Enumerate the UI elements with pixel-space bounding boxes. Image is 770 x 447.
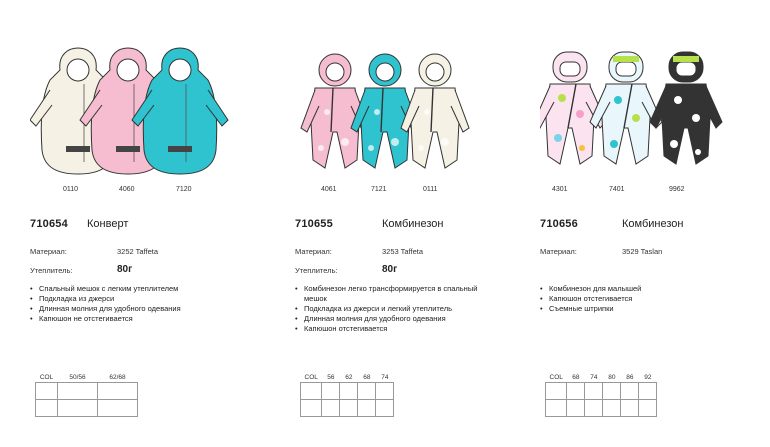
size-header: 62 <box>345 373 353 381</box>
list-item: • Длинная молния для удобного одевания <box>295 314 495 324</box>
size-cell[interactable] <box>639 383 657 400</box>
color-code: 7121 <box>371 186 387 193</box>
size-cell[interactable] <box>322 383 340 400</box>
list-item: • Капюшон не отстегивается <box>30 314 230 324</box>
article-number: 710655 <box>295 218 333 230</box>
list-item: • Капюшон отстегивается <box>540 294 740 304</box>
jumpsuit-illustration <box>295 38 495 183</box>
list-item: • Комбинезон легко трансформируется в спальный мешок <box>295 284 495 304</box>
list-item: • Съемные штрипки <box>540 304 740 314</box>
size-header: 74 <box>590 373 598 381</box>
size-cell[interactable] <box>358 400 376 417</box>
material-value: 3529 Taslan <box>622 247 663 256</box>
product-name: Комбинезон <box>382 218 444 230</box>
size-cell[interactable] <box>340 400 358 417</box>
size-table <box>300 372 394 417</box>
material-value: 3252 Taffeta <box>117 247 159 256</box>
size-cell[interactable] <box>585 383 603 400</box>
size-header: COL <box>549 373 563 381</box>
material-label: Материал: <box>295 247 332 256</box>
size-header: 50/56 <box>69 373 86 381</box>
color-code: 4060 <box>119 186 135 193</box>
size-cell[interactable] <box>546 383 567 400</box>
color-code: 9962 <box>669 186 685 193</box>
size-table <box>35 372 138 417</box>
size-header: 80 <box>608 373 616 381</box>
color-codes <box>540 186 765 198</box>
size-header: 68 <box>572 373 580 381</box>
size-cell[interactable] <box>322 400 340 417</box>
color-code: 7401 <box>609 186 625 193</box>
list-item: • Подкладка из джерси и легкий утеплитель <box>295 304 495 314</box>
feature-list <box>540 284 740 314</box>
size-header: COL <box>304 373 318 381</box>
feature-list <box>295 284 495 334</box>
product-name: Комбинезон <box>622 218 684 230</box>
size-header: 56 <box>327 373 335 381</box>
size-cell[interactable] <box>567 400 585 417</box>
list-item: • Длинная молния для удобного одевания <box>30 304 230 314</box>
material-value: 3253 Taffeta <box>382 247 424 256</box>
size-cell[interactable] <box>301 383 322 400</box>
size-cell[interactable] <box>358 383 376 400</box>
size-cell[interactable] <box>621 383 639 400</box>
size-table <box>545 372 657 417</box>
size-cell[interactable] <box>58 383 98 400</box>
size-cell[interactable] <box>98 400 138 417</box>
product-card-710656 <box>540 0 765 447</box>
size-header: 92 <box>644 373 652 381</box>
insulation-value: 80г <box>117 264 133 275</box>
size-cell[interactable] <box>546 400 567 417</box>
color-code: 4301 <box>552 186 568 193</box>
article-number: 710656 <box>540 218 578 230</box>
insulation-value: 80г <box>382 264 398 275</box>
size-cell[interactable] <box>58 400 98 417</box>
color-code: 0110 <box>63 186 79 193</box>
size-header: 74 <box>381 373 389 381</box>
color-codes <box>295 186 520 198</box>
list-item: • Подкладка из джерси <box>30 294 230 304</box>
size-cell[interactable] <box>621 400 639 417</box>
size-header: 62/68 <box>109 373 126 381</box>
size-header: 68 <box>363 373 371 381</box>
insulation-label: Утеплитель: <box>30 266 73 275</box>
size-cell[interactable] <box>585 400 603 417</box>
material-label: Материал: <box>30 247 67 256</box>
product-name: Конверт <box>87 218 129 230</box>
color-code: 7120 <box>176 186 192 193</box>
size-cell[interactable] <box>36 383 58 400</box>
color-code: 4061 <box>321 186 337 193</box>
article-number: 710654 <box>30 218 68 230</box>
list-item: • Спальный мешок с легким утеплителем <box>30 284 230 294</box>
color-codes <box>30 186 250 198</box>
size-header: 86 <box>626 373 634 381</box>
size-cell[interactable] <box>340 383 358 400</box>
size-cell[interactable] <box>603 400 621 417</box>
size-cell[interactable] <box>376 400 394 417</box>
size-header: COL <box>39 373 54 381</box>
patterned-jumpsuit-illustration <box>540 38 750 183</box>
sleeping-bag-illustration <box>30 38 230 183</box>
size-cell[interactable] <box>603 383 621 400</box>
material-label: Материал: <box>540 247 577 256</box>
list-item: • Комбинезон для малышей <box>540 284 740 294</box>
product-card-710654 <box>30 0 250 447</box>
size-cell[interactable] <box>98 383 138 400</box>
list-item: • Капюшон отстегивается <box>295 324 495 334</box>
size-cell[interactable] <box>639 400 657 417</box>
size-cell[interactable] <box>376 383 394 400</box>
size-cell[interactable] <box>36 400 58 417</box>
product-card-710655 <box>295 0 520 447</box>
size-cell[interactable] <box>567 383 585 400</box>
insulation-label: Утеплитель: <box>295 266 338 275</box>
feature-list <box>30 284 230 324</box>
color-code: 0111 <box>423 186 438 193</box>
size-cell[interactable] <box>301 400 322 417</box>
